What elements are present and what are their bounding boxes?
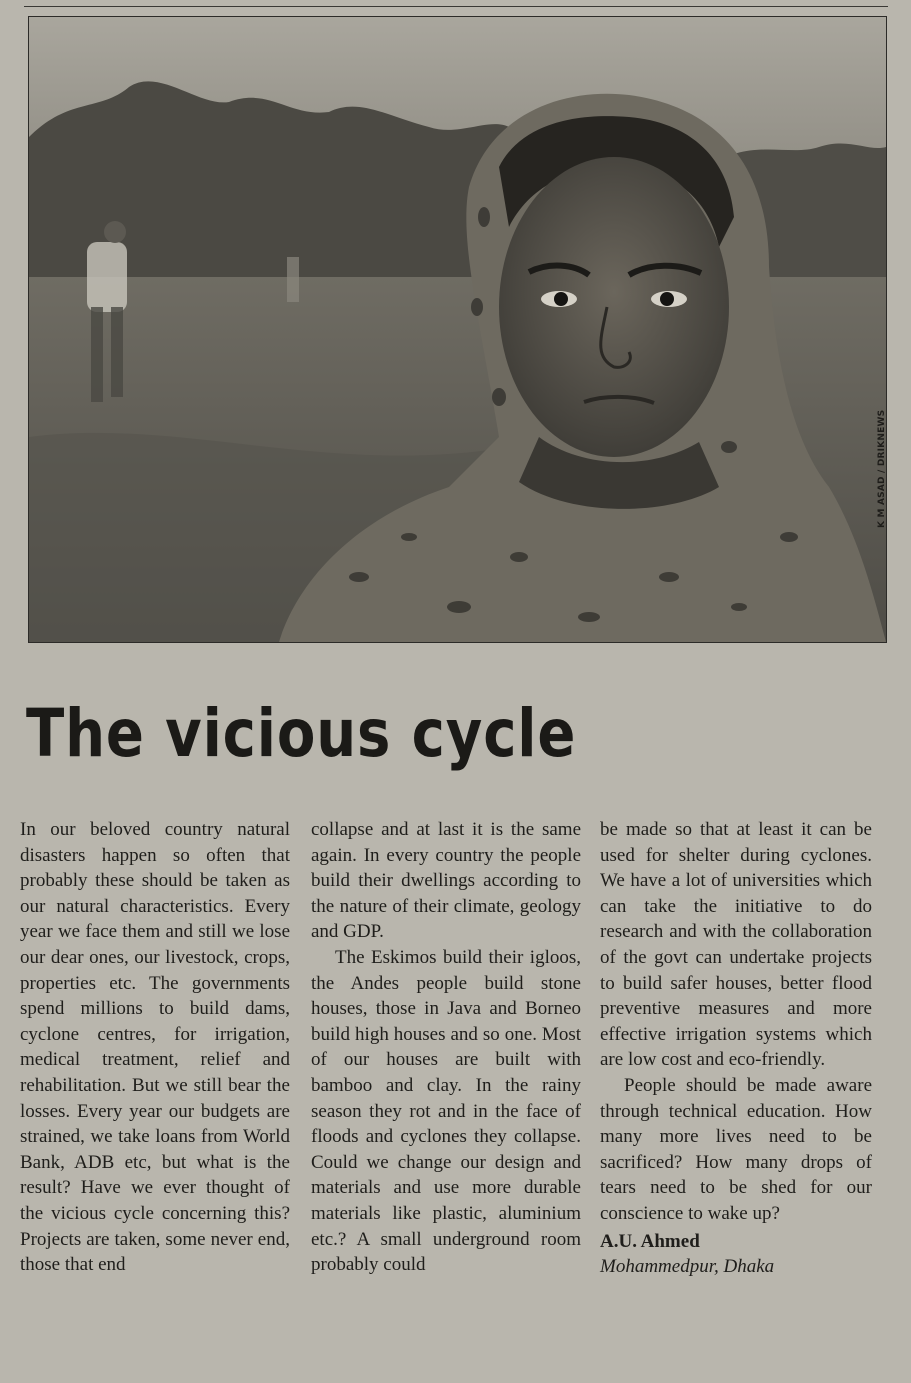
paragraph: collapse and at last it is the same again. In every country the people build their dwellings according to the nature of their climate, geology and GDP. <box>311 819 581 943</box>
article-column-3 <box>600 817 872 1280</box>
article-column-2 <box>311 817 581 1278</box>
paragraph: People should be made aware through technical education. How many more lives need to be sacrificed? How many drops of tears need to be shed for our conscience to wake up? <box>600 1074 872 1224</box>
headline: The vicious cycle <box>26 695 577 772</box>
paragraph: The Eskimos build their igloos, the Andes people build stone houses, those in Java and Borneo build high houses and so one. Most of our houses are built with bamboo and clay. In the rainy season they rot and in the face of floods and cyclones they collapse. Could we change our design and materials and use more durable materials like plastic, aluminium etc.? A small underground room probably could <box>311 946 581 1276</box>
photo-credit: K M ASAD / DRIKNEWS <box>877 409 887 528</box>
author-location: Mohammedpur, Dhaka <box>600 1256 775 1278</box>
author-name: A.U. Ahmed <box>600 1230 700 1252</box>
top-rule <box>24 6 888 7</box>
article-photo <box>28 16 887 643</box>
article-column-1 <box>20 817 290 1278</box>
photo-illustration <box>29 17 886 642</box>
paragraph: In our beloved country natural disasters happen so often that probably these should be taken as our natural characteristics. Every year we face them and still we lose our dear ones, our livestock, crops, properties etc. The governments spend millions to build dams, cyclone centres, for irrigation, medical treatment, relief and rehabilitation. But we still bear the losses. Every year our budgets are strained, we take loans from World Bank, ADB etc, but what is the result? Have we ever thought of the vicious cycle concerning this? Projects are taken, some never end, those that end <box>20 819 290 1276</box>
paragraph: be made so that at least it can be used for shelter during cyclones. We have a lot of universities which can take the initiative to do research and with the collaboration of the govt can undertake projects to build safer houses, better flood preventive measures and more effective irrigation systems which are low cost and eco-friendly. <box>600 819 872 1071</box>
